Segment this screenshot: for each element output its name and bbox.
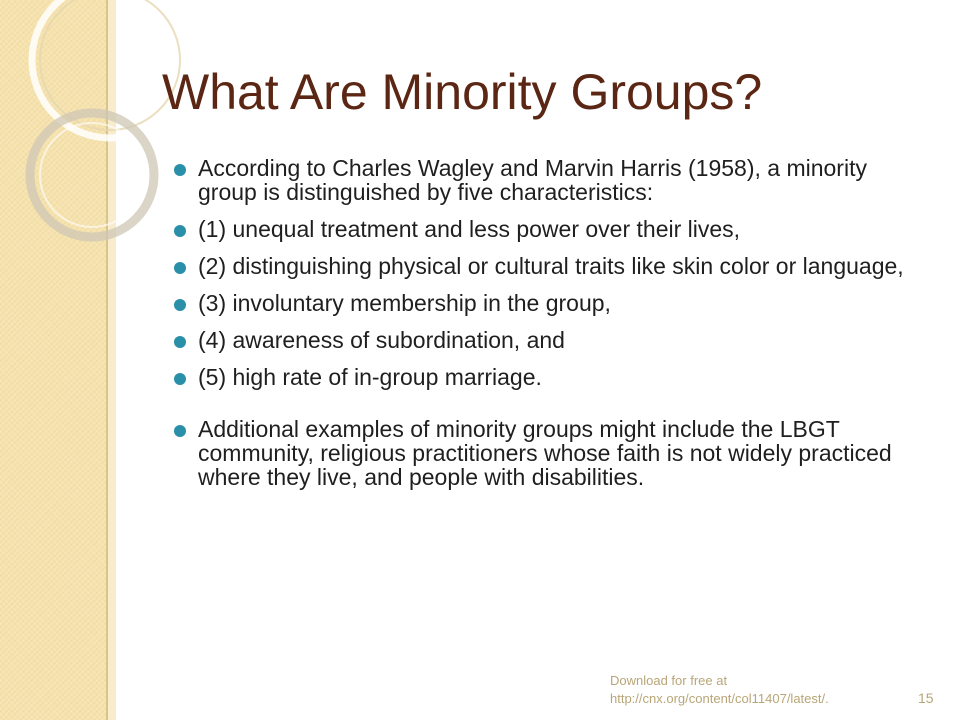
footer-line-1: Download for free at <box>610 673 728 688</box>
bullet-text: (3) involuntary membership in the group, <box>198 290 611 316</box>
bullet-text: (2) distinguishing physical or cultural traits like skin color or language, <box>198 253 904 279</box>
bullet-item <box>172 365 932 389</box>
bullet-dot-icon <box>174 164 186 176</box>
bullet-dot-icon <box>174 262 186 274</box>
page-number: 15 <box>918 690 934 706</box>
slide-content <box>172 156 932 502</box>
footer-download-note <box>610 672 890 708</box>
bullet-dot-icon <box>174 299 186 311</box>
bullet-text: (1) unequal treatment and less power over their lives, <box>198 216 741 242</box>
bullet-text: According to Charles Wagley and Marvin Harris (1958), a minority group is distinguished by five characteristics: <box>198 155 867 205</box>
bullet-item <box>172 328 932 352</box>
bullet-text: (4) awareness of subordination, and <box>198 327 565 353</box>
footer-link[interactable]: http://cnx.org/content/col11407/latest/. <box>610 691 829 706</box>
slide-title: What Are Minority Groups? <box>162 64 763 120</box>
bullet-dot-icon <box>174 373 186 385</box>
bullet-item <box>172 417 932 489</box>
bullet-item <box>172 254 932 278</box>
bullet-item <box>172 156 932 204</box>
bullet-item <box>172 217 932 241</box>
bullet-dot-icon <box>174 336 186 348</box>
bullet-item <box>172 291 932 315</box>
bullet-dot-icon <box>174 225 186 237</box>
bullet-list <box>172 156 932 489</box>
bullet-text: (5) high rate of in-group marriage. <box>198 364 542 390</box>
bullet-text: Additional examples of minority groups might include the LBGT community, religious practitioners whose faith is not widely practiced where they live, and people with disabilities. <box>198 416 892 490</box>
bullet-dot-icon <box>174 425 186 437</box>
